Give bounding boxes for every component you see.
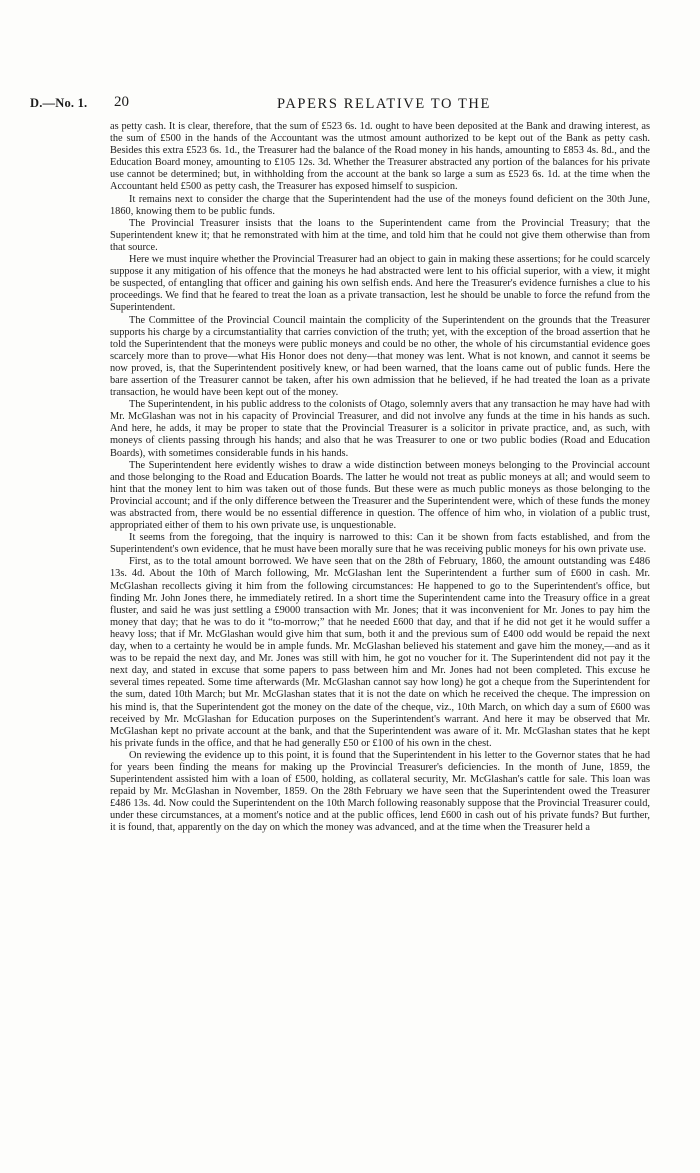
paragraph: First, as to the total amount borrowed. We have seen that on the 28th of February, 1860, the amount outstanding was £486 13s. 4d. About the 10th of March following, Mr. McGlashan lent the Superintendent a further sum of £600 in cash. Mr. McGlashan recollects giving it him from the following circumstances: He happened to go to the Superintendent's office, but finding Mr. John Jones there, he immediately retired. In a short time the Superintendent came into the Treasury office in a great fluster, and said he was just settling a £9000 transaction with Mr. Jones; that it was inconvenient for Mr. Jones to pay him the money that day; that he was to do it “to-morrow;” that he needed £600 that day, and that if he did not get it he would suffer a heavy loss; that if Mr. McGlashan would give him that sum, both it and the previous sum of £400 odd would be repaid the next day, when to a certainty he would be in ample funds. Mr. McGlashan believed his statement and gave him the money,—and as it was to be repaid the next day, and Mr. Jones was still with him, he got no voucher for it. The Superintendent did not pay it the next day, and stated in excuse that some papers to pass between him and Mr. Jones had not been completed. This excuse he several times repeated. Some time afterwards (Mr. McGlashan cannot say how long) he got a cheque from the Superintendent for the sum, dated 10th March; but Mr. McGlashan states that it is not the date on which he received the cheque. The impression on his mind is, that the Superintendent got the money on the date of the cheque, viz., 10th March, on which day a sum of £600 was received by Mr. McGlashan for Education purposes on the Superintendent's warrant. And here it may be observed that Mr. McGlashan kept no private account at the bank, and that the Superintendent was aware of it. Mr. McGlashan states that he kept his private funds in the office, and that he had generally £50 or £100 of his own in the chest. [110,556,650,749]
paragraph: as petty cash. It is clear, therefore, that the sum of £523 6s. 1d. ought to have been deposited at the Bank and drawing interest, as the sum of £500 in the hands of the Accountant was the utmost amount authorized to be kept out of the Bank as petty cash. Besides this extra £523 6s. 1d., the Treasurer had the balance of the Road money in his hands, amounting to £853 4s. 8d., and the Education Board money, amounting to £105 12s. 3d. Whether the Treasurer abstracted any portion of the balances for his private use cannot be determined; but, in withholding from the account at the bank so large a sum as £523 6s. 1d. at the time when the Accountant held £500 as petty cash, the Treasurer has exposed himself to suspicion. [110,121,650,193]
running-title: PAPERS RELATIVE TO THE [277,96,491,112]
paragraph: The Committee of the Provincial Council maintain the complicity of the Superintendent on the grounds that the Treasurer supports his charge by a circumstantiality that carries conviction of the truth; yet, with the exception of the broad assertion that he told the Superintendent that the moneys were public moneys and could be no other, the whole of his circumstantial evidence goes scarcely more than to prove—what His Honor does not deny—that money was lent. What is not known, and cannot it seems be now proved, is, that the Superintendent positively knew, or had been warned, that the loans came out of public funds. Here the bare assertion of the Treasurer cannot be taken, after his own admission that he believed, if he had treated the loan as a private transaction, he would have been kept out of the money. [110,314,650,399]
paragraph: Here we must inquire whether the Provincial Treasurer had an object to gain in making these assertions; for he could scarcely suppose it any mitigation of his offence that the moneys he had abstracted were lent to his official superior, with a view, it might be suspected, of entangling that officer and gaining his own selfish ends. And here the Treasurer's evidence furnishes a clue to his proceedings. We find that he feared to treat the loan as a private transaction, lest he should be unable to force the refund from the Superintendent. [110,254,650,314]
paragraph: The Provincial Treasurer insists that the loans to the Superintendent came from the Provincial Treasury; that the Superintendent knew it; that he remonstrated with him at the time, and told him that he could not give them otherwise than from that source. [110,217,650,253]
paragraph: On reviewing the evidence up to this point, it is found that the Superintendent in his letter to the Governor states that he had for years been finding the means for making up the Provincial Treasurer's deficiencies. In the month of June, 1859, the Superintendent assisted him with a loan of £500, holding, as collateral security, Mr. McGlashan's cattle for sale. This loan was repaid by Mr. McGlashan in November, 1859. On the 28th February we have seen that the Superintendent owed the Treasurer £486 13s. 4d. Now could the Superintendent on the 10th March following reasonably suppose that the Provincial Treasurer could, under these circumstances, at a moment's notice and at the public offices, lend £600 in cash out of his private funds? But further, it is found, that, apparently on the day on which the money was advanced, and at the time when the Treasurer held a [110,749,650,834]
paragraph: It seems from the foregoing, that the inquiry is narrowed to this: Can it be shown from facts established, and from the Superintendent's own evidence, that he must have been morally sure that he was receiving public moneys for his own private use. [110,532,650,556]
page-header [30,96,668,114]
body-text [110,121,650,835]
document-reference: D.—No. 1. [30,96,88,110]
page-number: 20 [114,94,129,110]
paragraph: The Superintendent, in his public address to the colonists of Otago, solemnly avers that any transaction he may have had with Mr. McGlashan was not in his capacity of Provincial Treasurer, and did not involve any funds at the time in his hands as such. And here, he adds, it may be proper to state that the Provincial Treasurer is a solicitor in private practice, and, as such, with moneys of clients passing through his hands; and also that he was Treasurer to one or two public bodies (Road and Education Boards), with sometimes considerable funds in his hands. [110,399,650,459]
paragraph: The Superintendent here evidently wishes to draw a wide distinction between moneys belonging to the Provincial account and those belonging to the Road and Education Boards. The latter he would not treat as public moneys at all; and would seem to hint that the money lent to him was taken out of those funds. But these were as much public moneys as those belonging to the Provincial account; and if the only difference between the Treasurer and the Superintendent were, which of these funds the money was abstracted from, there would be no essential difference in question. The offence of him who, in violation of a public trust, appropriated either of them to his own private use, is unquestionable. [110,459,650,532]
paragraph: It remains next to consider the charge that the Superintendent had the use of the moneys found deficient on the 30th June, 1860, knowing them to be public funds. [110,193,650,217]
